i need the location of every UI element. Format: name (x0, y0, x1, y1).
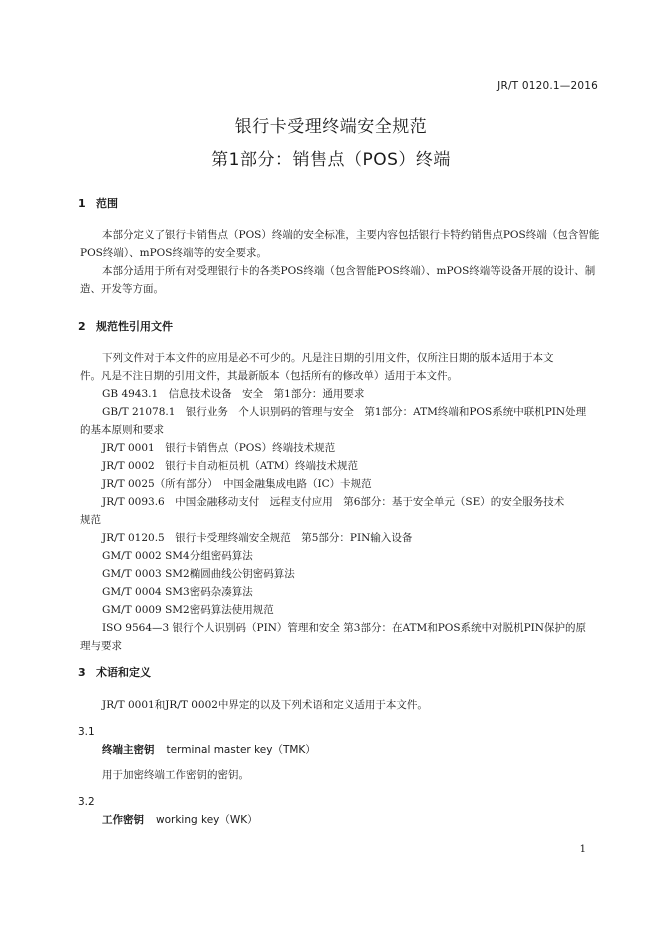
section-title: 范围 (96, 197, 118, 210)
page-number: 1 (579, 844, 586, 855)
reference-item: ISO 9564—3 银行个人识别码（PIN）管理和安全 第3部分：在ATM和POS系统中对脱机PIN保护的原 (102, 622, 586, 634)
term-english: working key（WK） (156, 814, 258, 826)
reference-item-continued: 理与要求 (80, 640, 122, 652)
reference-item: GM/T 0004 SM3密码杂凑算法 (102, 586, 253, 598)
term-chinese: 工作密钥 (102, 814, 144, 826)
term-entry (102, 742, 316, 757)
term-number: 3.1 (78, 726, 95, 738)
section-title: 规范性引用文件 (96, 320, 173, 333)
reference-item: JR/T 0120.5 银行卡受理终端安全规范 第5部分：PIN输入设备 (102, 532, 413, 544)
section-1-paragraph: 本部分适用于所有对受理银行卡的各类POS终端（包含智能POS终端）、mPOS终端等设备开展的设计、制造、开发等方面。 (80, 265, 596, 295)
reference-item-continued: 规范 (80, 514, 101, 526)
section-number: 2 (78, 320, 86, 333)
term-chinese: 终端主密钥 (102, 744, 155, 756)
section-2-intro: 下列文件对于本文件的应用是必不可少的。凡是注日期的引用文件，仅所注日期的版本适用于本文 (102, 352, 554, 364)
section-1-paragraph: 本部分定义了银行卡销售点（POS）终端的安全标准，主要内容包括银行卡特约销售点POS终端（包含智能POS终端）、mPOS终端等的安全要求。 (80, 229, 600, 259)
reference-item: GM/T 0002 SM4分组密码算法 (102, 550, 253, 562)
reference-item: GM/T 0009 SM2密码算法使用规范 (102, 604, 274, 616)
section-number: 3 (78, 666, 86, 679)
reference-item: JR/T 0025（所有部分） 中国金融集成电路（IC）卡规范 (102, 478, 372, 490)
term-definition: 用于加密终端工作密钥的密钥。 (102, 769, 249, 781)
section-2-heading (78, 318, 173, 334)
reference-item: GB/T 21078.1 银行业务 个人识别码的管理与安全 第1部分：ATM终端和POS系统中联机PIN处理 (102, 406, 587, 418)
reference-item-continued: 的基本原则和要求 (80, 424, 164, 436)
term-number: 3.2 (78, 796, 95, 808)
section-number: 1 (78, 197, 86, 210)
document-title: 银行卡受理终端安全规范 (234, 117, 428, 137)
reference-item: JR/T 0002 银行卡自动柜员机（ATM）终端技术规范 (102, 460, 358, 472)
reference-item: GB 4943.1 信息技术设备 安全 第1部分：通用要求 (102, 388, 365, 400)
section-2-intro: 件。凡是不注日期的引用文件，其最新版本（包括所有的修改单）适用于本文件。 (80, 370, 458, 382)
document-part-title: 第1部分：销售点（POS）终端 (211, 150, 451, 170)
section-3-intro: JR/T 0001和JR/T 0002中界定的以及下列术语和定义适用于本文件。 (102, 699, 428, 711)
reference-item: GM/T 0003 SM2椭圆曲线公钥密码算法 (102, 568, 295, 580)
reference-item: JR/T 0093.6 中国金融移动支付 远程支付应用 第6部分：基于安全单元（SE）的安全服务技术 (102, 496, 565, 508)
term-english: terminal master key（TMK） (166, 744, 316, 756)
section-1-heading (78, 195, 118, 211)
term-entry (102, 812, 258, 827)
reference-item: JR/T 0001 银行卡销售点（POS）终端技术规范 (102, 442, 336, 454)
standard-number: JR/T 0120.1—2016 (497, 80, 598, 92)
section-3-heading (78, 664, 151, 680)
section-title: 术语和定义 (96, 666, 151, 679)
